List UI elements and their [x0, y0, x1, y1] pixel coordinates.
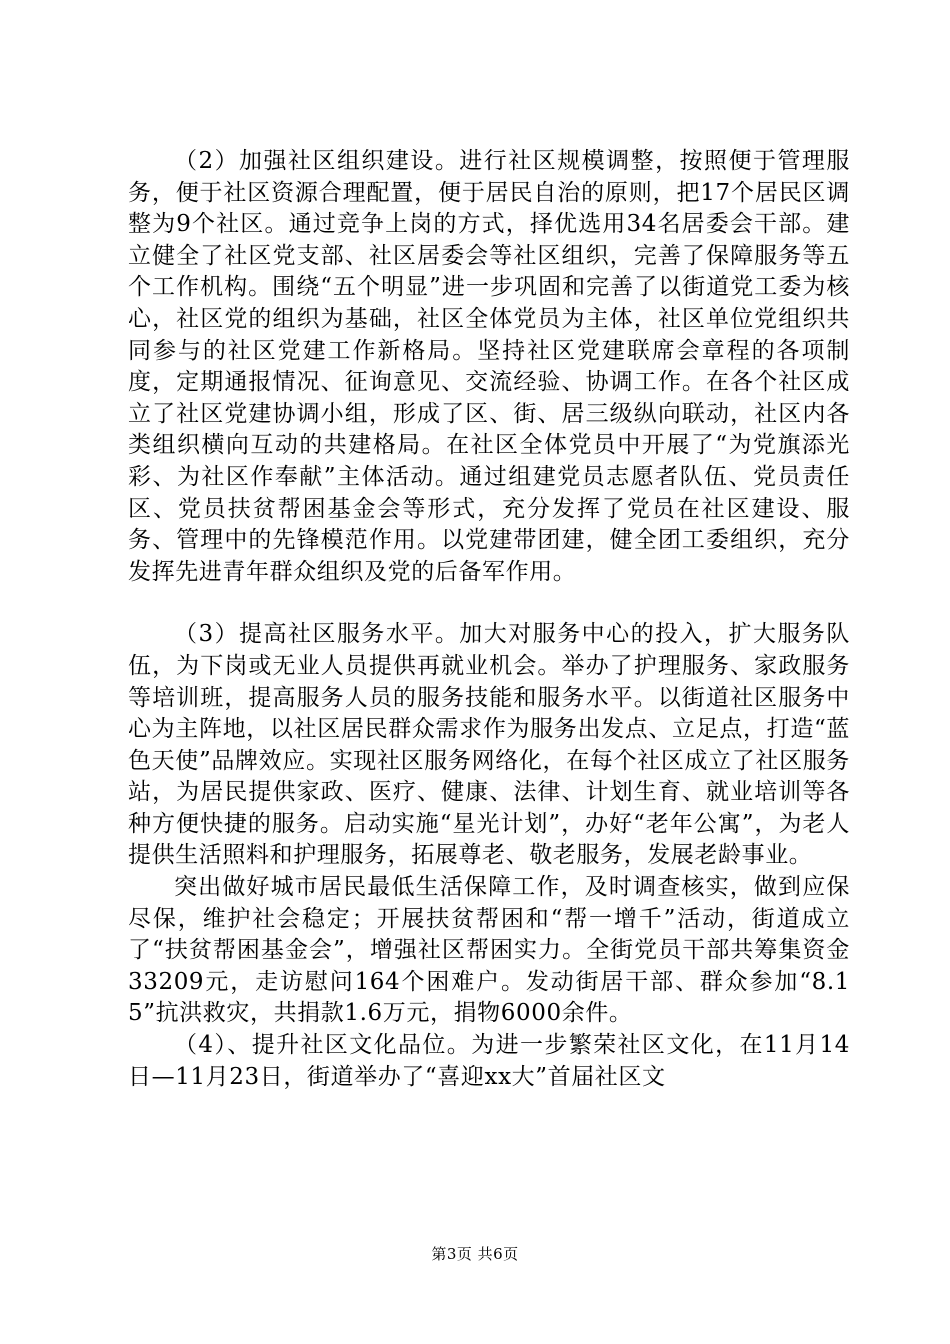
paragraph-service-level: （3）提高社区服务水平。加大对服务中心的投入，扩大服务队伍，为下岗或无业人员提供再就业机会。举办了护理服务、家政服务等培训班，提高服务人员的服务技能和服务水平。以街道社区服务中心为主阵地，以社区居民群众需求作为服务出发点、立足点，打造“蓝色天使”品牌效应。实现社区服务网络化，在每个社区成立了社区服务站，为居民提供家政、医疗、健康、法律、计划生育、就业培训等各种方便快捷的服务。启动实施“星光计划”，办好“老年公寓”，为老人提供生活照料和护理服务，拓展尊老、敬老服务，发展老龄事业。: [128, 621, 850, 869]
paragraph-culture: （4）、提升社区文化品位。为进一步繁荣社区文化，在11月14日—11月23日，街道举办了“喜迎xx大”首届社区文: [128, 1032, 850, 1090]
paragraph-living-security: 突出做好城市居民最低生活保障工作，及时调查核实，做到应保尽保，维护社会稳定；开展扶贫帮困和“帮一增千”活动，街道成立了“扶贫帮困基金会”，增强社区帮困实力。全街党员干部共筹集资金33209元，走访慰问164个困难户。发动街居干部、群众参加“8.15”抗洪救灾，共捐款1.6万元，捐物6000余件。: [128, 874, 850, 1027]
page-number-footer: 第3页 共6页: [431, 1245, 519, 1263]
document-body: [128, 146, 850, 1093]
paragraph-organization-building: （2）加强社区组织建设。进行社区规模调整，按照便于管理服务，便于社区资源合理配置，便于居民自治的原则，把17个居民区调整为9个社区。通过竞争上岗的方式，择优选用34名居委会干部。建立健全了社区党支部、社区居委会等社区组织，完善了保障服务等五个工作机构。围绕“五个明显”进一步巩固和完善了以街道党工委为核心，社区党的组织为基础，社区全体党员为主体，社区单位党组织共同参与的社区党建工作新格局。坚持社区党建联席会章程的各项制度，定期通报情况、征询意见、交流经验、协调工作。在各个社区成立了社区党建协调小组，形成了区、街、居三级纵向联动，社区内各类组织横向互动的共建格局。在社区全体党员中开展了“为党旗添光彩、为社区作奉献”主体活动。通过组建党员志愿者队伍、党员责任区、党员扶贫帮困基金会等形式，充分发挥了党员在社区建设、服务、管理中的先锋模范作用。以党建带团建，健全团工委组织，充分发挥先进青年群众组织及党的后备军作用。: [128, 148, 850, 585]
